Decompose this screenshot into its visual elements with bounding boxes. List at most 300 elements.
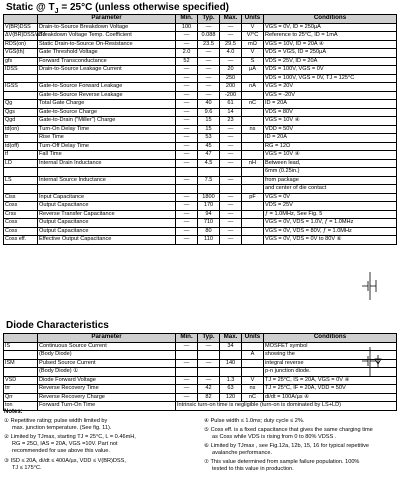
cell-typ: 82 bbox=[198, 393, 220, 402]
cell-cond: integral reverse bbox=[264, 359, 397, 368]
cell-sym: Ciss bbox=[4, 193, 38, 202]
table-row bbox=[4, 219, 397, 228]
cell-typ: 94 bbox=[198, 210, 220, 219]
cell-units: V bbox=[242, 376, 264, 385]
typ-header: Typ. bbox=[198, 334, 220, 343]
cell-min: — bbox=[176, 227, 198, 236]
cell-cond: TJ = 25°C, IS = 20A, VGS = 0V ④ bbox=[264, 376, 397, 385]
cell-sym: trr bbox=[4, 385, 38, 394]
cell-min: — bbox=[176, 202, 198, 211]
cell-sym: RDS(on) bbox=[4, 40, 38, 49]
cell-sym: Qrr bbox=[4, 393, 38, 402]
table-row bbox=[4, 125, 397, 134]
cell-cond: RG = 12Ω bbox=[264, 142, 397, 151]
cell-units bbox=[242, 368, 264, 377]
cell-max: 1.3 bbox=[220, 376, 242, 385]
cell-max: 4.0 bbox=[220, 49, 242, 58]
cell-param: Rise Time bbox=[38, 134, 176, 143]
cell-sym: Coss eff. bbox=[4, 236, 38, 245]
table-row bbox=[4, 202, 397, 211]
cell-param: Continuous Source Current bbox=[38, 342, 176, 351]
cell-cond: VGS = 10V ④ bbox=[264, 151, 397, 160]
table-row bbox=[4, 351, 397, 360]
table-row bbox=[4, 83, 397, 92]
cell-max: — bbox=[220, 134, 242, 143]
cell-min: — bbox=[176, 342, 198, 351]
cell-min: — bbox=[176, 108, 198, 117]
cell-units bbox=[242, 74, 264, 83]
cell-max: — bbox=[220, 32, 242, 41]
table-row bbox=[4, 376, 397, 385]
cell-typ: 4.5 bbox=[198, 159, 220, 168]
cell-typ: — bbox=[198, 49, 220, 58]
cell-sym: IDSS bbox=[4, 66, 38, 75]
cell-cond: VGS = 0V bbox=[264, 193, 397, 202]
note-line: as Coss while VDS is rising from 0 to 80% VDSS . bbox=[212, 434, 337, 440]
cell-max: — bbox=[220, 176, 242, 185]
cell-max: 63 bbox=[220, 385, 242, 394]
static-header-row bbox=[4, 15, 397, 24]
cell-typ: 53 bbox=[198, 134, 220, 143]
cell-param: Internal Source Inductance bbox=[38, 176, 176, 185]
cell-units: nA bbox=[242, 83, 264, 92]
cell-param: Output Capacitance bbox=[38, 219, 176, 228]
cell-min: — bbox=[176, 376, 198, 385]
cell-min: — bbox=[176, 393, 198, 402]
min-header: Min. bbox=[176, 15, 198, 24]
cell-typ: 0.088 bbox=[198, 32, 220, 41]
cell-sym: VSD bbox=[4, 376, 38, 385]
note-line: ⑦ This value determined from sample failure population. 100% bbox=[204, 459, 360, 465]
note-line: max. junction temperature. (See fig. 11). bbox=[12, 425, 112, 431]
cell-param: Diode Forward Voltage bbox=[38, 376, 176, 385]
table-row bbox=[4, 91, 397, 100]
cell-max: — bbox=[220, 193, 242, 202]
cell-max: 140 bbox=[220, 359, 242, 368]
cell-typ: 80 bbox=[198, 227, 220, 236]
sym-header bbox=[4, 15, 38, 24]
cell-min: — bbox=[176, 100, 198, 109]
cell-sym bbox=[4, 91, 38, 100]
table-row bbox=[4, 134, 397, 143]
cell-sym: Coss bbox=[4, 227, 38, 236]
cell-cond: Reference to 25°C, ID = 1mA bbox=[264, 32, 397, 41]
cell-units bbox=[242, 117, 264, 126]
cell-sym: Qgs bbox=[4, 108, 38, 117]
table-row bbox=[4, 49, 397, 58]
cell-units: ns bbox=[242, 385, 264, 394]
table-row bbox=[4, 176, 397, 185]
cell-units: nC bbox=[242, 393, 264, 402]
cell-max: — bbox=[220, 219, 242, 228]
table-row bbox=[4, 168, 397, 177]
conditions-header: Conditions bbox=[264, 15, 397, 24]
table-row bbox=[4, 342, 397, 351]
cell-typ: — bbox=[198, 74, 220, 83]
cell-param: Total Gate Charge bbox=[38, 100, 176, 109]
cell-cond: VDS = 80V bbox=[264, 108, 397, 117]
cell-sym: V(BR)DSS bbox=[4, 23, 38, 32]
cell-min: — bbox=[176, 219, 198, 228]
cell-param: Gate-to-Source Forward Leakage bbox=[38, 83, 176, 92]
cell-min: — bbox=[176, 74, 198, 83]
cell-min: — bbox=[176, 193, 198, 202]
cell-param: Reverse Recovery Time bbox=[38, 385, 176, 394]
cell-max bbox=[220, 185, 242, 194]
cell-cond: di/dt = 100A/µs ④ bbox=[264, 393, 397, 402]
cell-typ: — bbox=[198, 57, 220, 66]
cell-max bbox=[220, 168, 242, 177]
cell-min: — bbox=[176, 32, 198, 41]
cell-typ: 15 bbox=[198, 125, 220, 134]
cell-max: — bbox=[220, 57, 242, 66]
cell-param: Breakdown Voltage Temp. Coefficient bbox=[38, 32, 176, 41]
table-row bbox=[4, 159, 397, 168]
note-line: ④ Pulse width ≤ 1.0ms; duty cycle ≤ 2%. bbox=[204, 418, 305, 424]
cell-cond: MOSFET symbol bbox=[264, 342, 397, 351]
cell-units bbox=[242, 151, 264, 160]
cell-min: — bbox=[176, 359, 198, 368]
cell-max: — bbox=[220, 125, 242, 134]
cell-param: Reverse Transfer Capacitance bbox=[38, 210, 176, 219]
cell-param: Reverse Recovery Charge bbox=[38, 393, 176, 402]
min-header: Min. bbox=[176, 334, 198, 343]
cell-max: — bbox=[220, 151, 242, 160]
table-row bbox=[4, 368, 397, 377]
cell-units: mΩ bbox=[242, 40, 264, 49]
note-line: ⑤ Coss eff. is a fixed capacitance that gives the same charging time bbox=[204, 427, 373, 433]
cell-param: Turn-On Delay Time bbox=[38, 125, 176, 134]
cell-max: — bbox=[220, 23, 242, 32]
cell-max: 14 bbox=[220, 108, 242, 117]
cell-param: Input Capacitance bbox=[38, 193, 176, 202]
cell-units: V bbox=[242, 49, 264, 58]
cell-typ: — bbox=[198, 91, 220, 100]
cell-sym: LD bbox=[4, 159, 38, 168]
cell-param bbox=[38, 168, 176, 177]
cell-min: — bbox=[176, 83, 198, 92]
cell-typ: 170 bbox=[198, 202, 220, 211]
cell-param: Pulsed Source Current bbox=[38, 359, 176, 368]
cell-cond: VGS = 10V ④ bbox=[264, 117, 397, 126]
cell-units bbox=[242, 134, 264, 143]
cell-sym: Qg bbox=[4, 100, 38, 109]
cell-units bbox=[242, 91, 264, 100]
cell-sym bbox=[4, 368, 38, 377]
static-title: Static @ $T_J = 25^\circ C$ (unless otherwise specified) bbox=[6, 2, 230, 15]
cell-sym: Coss bbox=[4, 202, 38, 211]
cell-cond: VGS = 20V bbox=[264, 83, 397, 92]
cell-min: — bbox=[176, 159, 198, 168]
cell-cond: VDS = 100V, VGS = 0V, TJ = 125°C bbox=[264, 74, 397, 83]
table-row bbox=[4, 100, 397, 109]
cell-sym bbox=[4, 168, 38, 177]
table-row bbox=[4, 359, 397, 368]
cell-param: Output Capacitance bbox=[38, 202, 176, 211]
cell-typ: 110 bbox=[198, 236, 220, 245]
cell-sym: VGS(th) bbox=[4, 49, 38, 58]
cell-param: Static Drain-to-Source On-Resistance bbox=[38, 40, 176, 49]
cell-cond: showing the bbox=[264, 351, 397, 360]
cell-cond: ID = 20A bbox=[264, 100, 397, 109]
cell-cond: VDD = 50V bbox=[264, 125, 397, 134]
cell-param: Gate-to-Drain ("Miller") Charge bbox=[38, 117, 176, 126]
cell-sym bbox=[4, 351, 38, 360]
cell-min: — bbox=[176, 210, 198, 219]
cell-min: — bbox=[176, 142, 198, 151]
cell-units bbox=[242, 359, 264, 368]
cell-typ: 710 bbox=[198, 219, 220, 228]
max-header: Max. bbox=[220, 15, 242, 24]
cell-units: nC bbox=[242, 100, 264, 109]
table-row bbox=[4, 402, 397, 411]
cell-param: Internal Drain Inductance bbox=[38, 159, 176, 168]
table-row bbox=[4, 236, 397, 245]
cell-cond: 6mm (0.25in.) bbox=[264, 168, 397, 177]
cell-min bbox=[176, 351, 198, 360]
table-row bbox=[4, 117, 397, 126]
table-row bbox=[4, 66, 397, 75]
note-line: RG = 25Ω, IAS = 20A, VGS =10V. Part not bbox=[12, 441, 118, 447]
cell-max: — bbox=[220, 142, 242, 151]
cell-min: 100 bbox=[176, 23, 198, 32]
cell-min bbox=[176, 185, 198, 194]
cell-sym: td(off) bbox=[4, 142, 38, 151]
cell-param: Output Capacitance bbox=[38, 227, 176, 236]
cell-units bbox=[242, 142, 264, 151]
cell-param: Effective Output Capacitance bbox=[38, 236, 176, 245]
cell-min: — bbox=[176, 91, 198, 100]
cell-units: V/°C bbox=[242, 32, 264, 41]
table-row bbox=[4, 393, 397, 402]
static-table bbox=[3, 14, 397, 245]
cell-cond: ƒ = 1.0MHz, See Fig. 5 bbox=[264, 210, 397, 219]
cell-cond: VGS = -20V bbox=[264, 91, 397, 100]
table-row bbox=[4, 40, 397, 49]
cell-typ bbox=[198, 168, 220, 177]
cell-typ: 15 bbox=[198, 117, 220, 126]
cell-max bbox=[220, 351, 242, 360]
cell-cond: Between lead, bbox=[264, 159, 397, 168]
cell-cond: from package bbox=[264, 176, 397, 185]
note-line: ③ ISD ≤ 20A, di/dt ≤ 400A/µs, VDD ≤ V(BR)DSS, bbox=[4, 458, 126, 464]
cell-param: Drain-to-Source Leakage Current bbox=[38, 66, 176, 75]
cell-units: pF bbox=[242, 193, 264, 202]
sym-header bbox=[4, 334, 38, 343]
note-line: recommended for use above this value. bbox=[12, 448, 110, 454]
cell-min: — bbox=[176, 151, 198, 160]
cell-cond: p-n junction diode. bbox=[264, 368, 397, 377]
cell-sym: LS bbox=[4, 176, 38, 185]
cell-min: 2.0 bbox=[176, 49, 198, 58]
table-row bbox=[4, 227, 397, 236]
cell-sym: td(on) bbox=[4, 125, 38, 134]
cell-min: — bbox=[176, 385, 198, 394]
cell-typ: — bbox=[198, 359, 220, 368]
cell-max: 120 bbox=[220, 393, 242, 402]
diode-title: Diode Characteristics bbox=[6, 320, 109, 331]
cell-typ bbox=[198, 351, 220, 360]
cell-cond: VGS = 0V, VDS = 0V to 80V ⑥ bbox=[264, 236, 397, 245]
cell-units: V bbox=[242, 23, 264, 32]
table-row bbox=[4, 57, 397, 66]
cell-units: nH bbox=[242, 159, 264, 168]
cell-units bbox=[242, 168, 264, 177]
cell-typ bbox=[198, 368, 220, 377]
cell-max: 34 bbox=[220, 342, 242, 351]
cell-param: (Body Diode) ① bbox=[38, 368, 176, 377]
cell-units bbox=[242, 227, 264, 236]
cell-param: Gate Threshold Voltage bbox=[38, 49, 176, 58]
max-header: Max. bbox=[220, 334, 242, 343]
units-header: Units bbox=[242, 15, 264, 24]
cell-sym: Qgd bbox=[4, 117, 38, 126]
cell-units bbox=[242, 108, 264, 117]
note-line: avalanche performance. bbox=[212, 450, 273, 456]
cell-param bbox=[38, 74, 176, 83]
cell-cond: ID = 20A bbox=[264, 134, 397, 143]
cell-min: — bbox=[176, 117, 198, 126]
cell-max: 61 bbox=[220, 100, 242, 109]
cell-typ: 42 bbox=[198, 385, 220, 394]
cell-typ: 40 bbox=[198, 100, 220, 109]
notes-title: Notes: bbox=[4, 409, 23, 415]
cell-units bbox=[242, 342, 264, 351]
cell-param: Gate-to-Source Charge bbox=[38, 108, 176, 117]
table-row bbox=[4, 185, 397, 194]
cell-sym bbox=[4, 185, 38, 194]
cell-units bbox=[242, 210, 264, 219]
cell-min: — bbox=[176, 236, 198, 245]
cell-max: — bbox=[220, 227, 242, 236]
cell-units: µA bbox=[242, 66, 264, 75]
cell-max: 200 bbox=[220, 83, 242, 92]
table-row bbox=[4, 23, 397, 32]
cell-units bbox=[242, 219, 264, 228]
cell-param bbox=[38, 185, 176, 194]
cell-cond: VGS = 10V, ID = 20A ④ bbox=[264, 40, 397, 49]
typ-header: Typ. bbox=[198, 15, 220, 24]
cell-units bbox=[242, 176, 264, 185]
note-line: ⑥ Limited by TJmax , see Fig.12a, 12b, 15, 16 for typical repetitive bbox=[204, 443, 370, 449]
cell-cond: VGS = 0V, VDS = 80V, ƒ = 1.0MHz bbox=[264, 227, 397, 236]
cell-max: — bbox=[220, 159, 242, 168]
param-header: Parameter bbox=[38, 334, 176, 343]
cell-typ: — bbox=[198, 23, 220, 32]
table-row bbox=[4, 74, 397, 83]
cell-typ: 1800 bbox=[198, 193, 220, 202]
note-line: TJ ≤ 175°C. bbox=[12, 465, 42, 471]
diode-symbol-icon bbox=[352, 345, 388, 379]
diode-table bbox=[3, 333, 397, 411]
param-header: Parameter bbox=[38, 15, 176, 24]
cell-max: -200 bbox=[220, 91, 242, 100]
cell-param: Drain-to-Source Breakdown Voltage bbox=[38, 23, 176, 32]
cell-min: 52 bbox=[176, 57, 198, 66]
cell-sym bbox=[4, 74, 38, 83]
table-row bbox=[4, 385, 397, 394]
cell-sym: Coss bbox=[4, 219, 38, 228]
table-row bbox=[4, 108, 397, 117]
note-line: ① Repetitive rating; pulse width limited by bbox=[4, 418, 108, 424]
note-line: tested to this value in production. bbox=[212, 466, 294, 472]
cell-units: A bbox=[242, 351, 264, 360]
cell-sym: tr bbox=[4, 134, 38, 143]
cell-typ: — bbox=[198, 342, 220, 351]
cell-sym: tf bbox=[4, 151, 38, 160]
cell-cond: VDS = 25V, ID = 20A bbox=[264, 57, 397, 66]
cell-units: S bbox=[242, 57, 264, 66]
cell-min: — bbox=[176, 125, 198, 134]
cell-sym: ΔV(BR)DSS/ΔTJ bbox=[5, 32, 46, 39]
diode-header-row bbox=[4, 334, 397, 343]
cell-max: — bbox=[220, 202, 242, 211]
cell-units: ns bbox=[242, 125, 264, 134]
cell-sym: IGSS bbox=[4, 83, 38, 92]
cell-param: Turn-Off Delay Time bbox=[38, 142, 176, 151]
conditions-header: Conditions bbox=[264, 334, 397, 343]
cell-min: — bbox=[176, 134, 198, 143]
cell-span: Intrinsic turn-on time is negligible (turn-on is dominated by LS+LD) bbox=[176, 402, 397, 411]
table-row bbox=[4, 151, 397, 160]
cell-cond: and center of die contact bbox=[264, 185, 397, 194]
cell-cond: TJ = 25°C, IF = 20A, VDD = 50V bbox=[264, 385, 397, 394]
cell-sym: Crss bbox=[4, 210, 38, 219]
cell-param: Fall Time bbox=[38, 151, 176, 160]
table-row bbox=[4, 142, 397, 151]
table-row bbox=[4, 193, 397, 202]
cell-max: 29.5 bbox=[220, 40, 242, 49]
cell-units bbox=[242, 236, 264, 245]
cell-param: Gate-to-Source Reverse Leakage bbox=[38, 91, 176, 100]
table-row bbox=[4, 210, 397, 219]
cell-max: 23 bbox=[220, 117, 242, 126]
cell-cond: VDS = 100V, VGS = 0V bbox=[264, 66, 397, 75]
cell-units bbox=[242, 185, 264, 194]
cell-typ: 47 bbox=[198, 151, 220, 160]
cell-cond: VGS = 0V, ID = 250µA bbox=[264, 23, 397, 32]
cell-typ: 9.6 bbox=[198, 108, 220, 117]
cell-sym: IS bbox=[4, 342, 38, 351]
cell-max: — bbox=[220, 236, 242, 245]
units-header: Units bbox=[242, 334, 264, 343]
cell-sym: ISM bbox=[4, 359, 38, 368]
cell-param: Forward Transconductance bbox=[38, 57, 176, 66]
mosfet-schematic-icon bbox=[350, 270, 390, 302]
cell-sym: gfs bbox=[4, 57, 38, 66]
cell-typ bbox=[198, 185, 220, 194]
table-row bbox=[4, 32, 397, 41]
cell-min bbox=[176, 168, 198, 177]
cell-typ: — bbox=[198, 83, 220, 92]
cell-max: 20 bbox=[220, 66, 242, 75]
note-line: ② Limited by TJmax, starting TJ = 25°C, L = 0.46mH, bbox=[4, 434, 136, 440]
cell-typ: 7.5 bbox=[198, 176, 220, 185]
cell-min: — bbox=[176, 40, 198, 49]
cell-cond: VDS = VGS, ID = 250µA bbox=[264, 49, 397, 58]
cell-typ: 23.5 bbox=[198, 40, 220, 49]
cell-param: (Body Diode) bbox=[38, 351, 176, 360]
cell-cond: VGS = 0V, VDS = 1.0V, ƒ = 1.0MHz bbox=[264, 219, 397, 228]
cell-cond: VDS = 25V bbox=[264, 202, 397, 211]
cell-typ: — bbox=[198, 376, 220, 385]
cell-max: 250 bbox=[220, 74, 242, 83]
cell-typ: — bbox=[198, 66, 220, 75]
cell-typ: 45 bbox=[198, 142, 220, 151]
cell-min: — bbox=[176, 66, 198, 75]
cell-units bbox=[242, 202, 264, 211]
cell-min bbox=[176, 368, 198, 377]
